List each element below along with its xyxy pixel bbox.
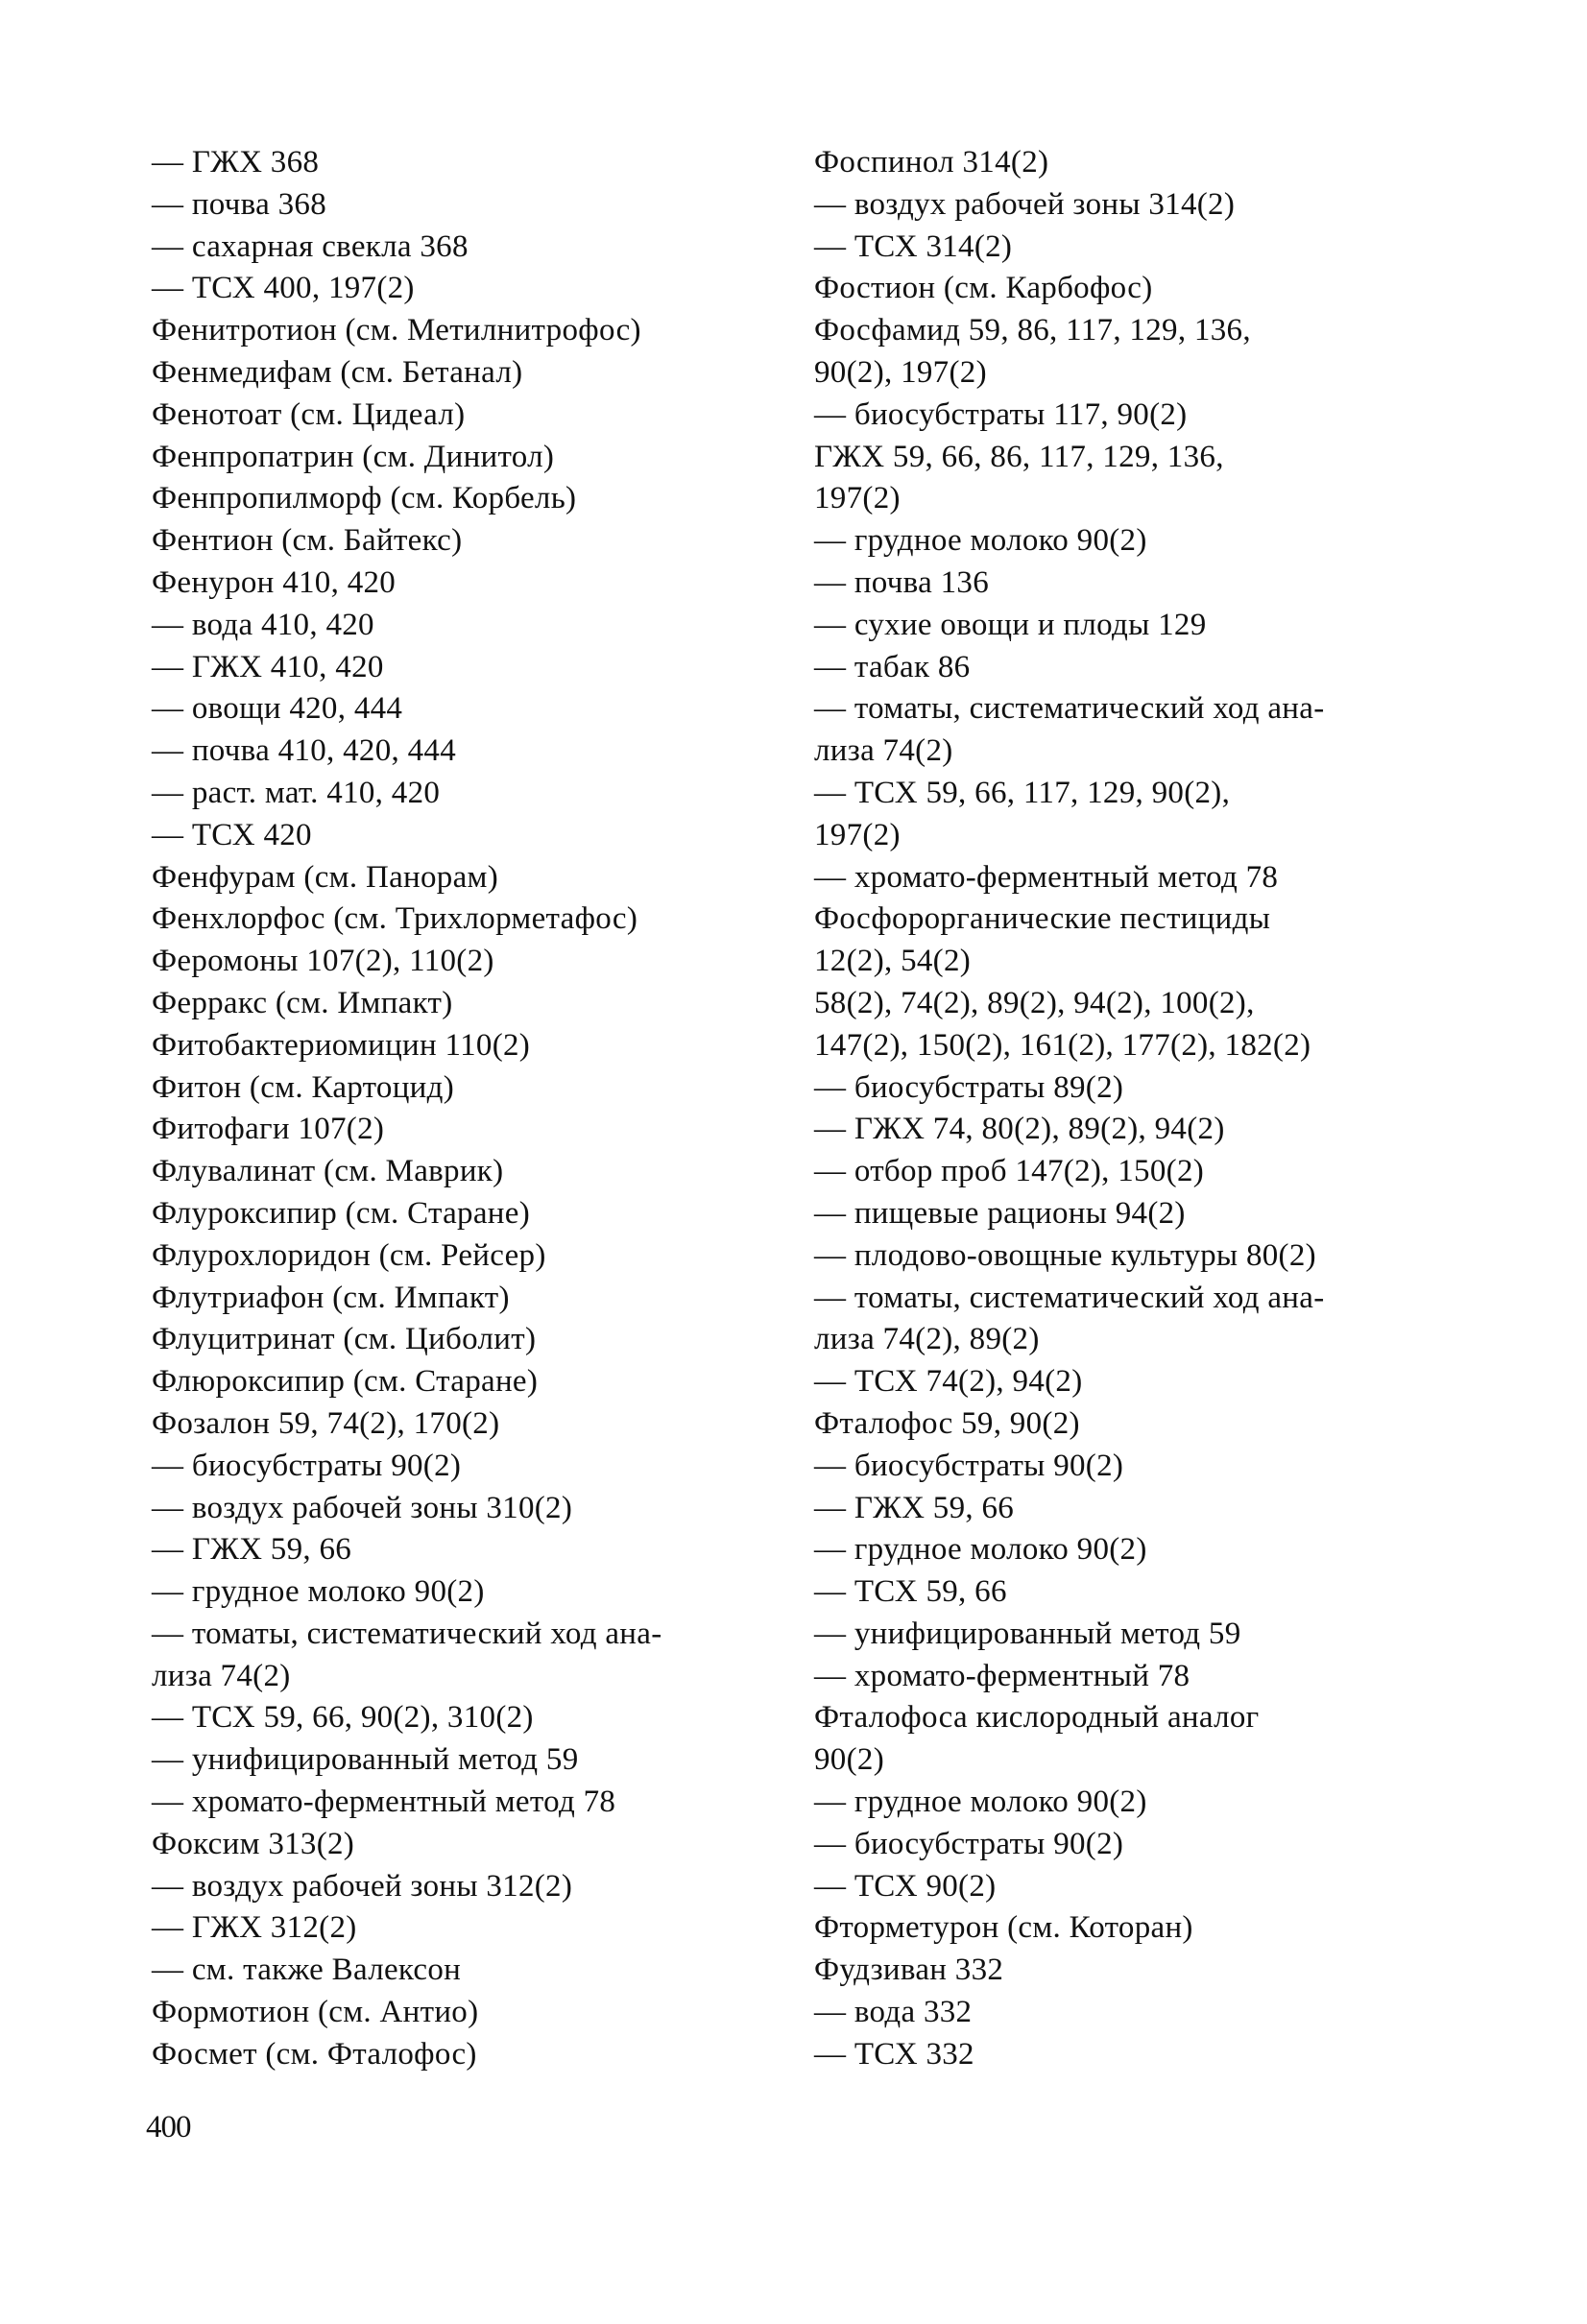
index-entry: Фосмет (см. Фталофос) bbox=[152, 2036, 477, 2072]
index-entry: — ГЖХ 59, 66 bbox=[814, 1490, 1015, 1525]
index-entry: — почва 368 bbox=[152, 186, 326, 222]
index-entry: — ГЖХ 312(2) bbox=[152, 1910, 357, 1946]
index-entry: — ГЖХ 74, 80(2), 89(2), 94(2) bbox=[814, 1112, 1225, 1147]
index-column-left bbox=[152, 142, 766, 2076]
index-entry: — ГЖХ 368 bbox=[152, 145, 320, 180]
index-entry: 147(2), 150(2), 161(2), 177(2), 182(2) bbox=[814, 1027, 1311, 1063]
index-entry: Флувалинат (см. Маврик) bbox=[152, 1154, 504, 1189]
index-entry: — ГЖХ 410, 420 bbox=[152, 649, 384, 684]
index-entry: лиза 74(2) bbox=[152, 1658, 291, 1693]
index-entry: ГЖХ 59, 66, 86, 117, 129, 136, bbox=[814, 439, 1224, 474]
index-entry: — плодово-овощные культуры 80(2) bbox=[814, 1237, 1316, 1273]
index-entry: Ферракс (см. Импакт) bbox=[152, 985, 453, 1020]
index-entry: 12(2), 54(2) bbox=[814, 944, 972, 979]
index-entry: — томаты, систематический ход ана- bbox=[814, 1280, 1325, 1315]
index-column-right bbox=[814, 142, 1436, 2076]
index-entry: — томаты, систематический ход ана- bbox=[814, 691, 1325, 727]
index-entry: 58(2), 74(2), 89(2), 94(2), 100(2), bbox=[814, 985, 1255, 1020]
index-entry: Фудзиван 332 bbox=[814, 1953, 1004, 1988]
index-entry: — томаты, систематический ход ана- bbox=[152, 1616, 662, 1651]
index-entry: — табак 86 bbox=[814, 649, 971, 684]
index-entry: Фоксим 313(2) bbox=[152, 1826, 355, 1861]
index-entry: Фенхлорфос (см. Трихлорметафос) bbox=[152, 901, 638, 937]
index-entry: — вода 332 bbox=[814, 1995, 973, 2030]
index-entry: Фенфурам (см. Панорам) bbox=[152, 859, 498, 895]
index-entry: — хромато-ферментный метод 78 bbox=[152, 1785, 616, 1820]
index-entry: — вода 410, 420 bbox=[152, 607, 374, 642]
index-entry: Флурохлоридон (см. Рейсер) bbox=[152, 1237, 546, 1273]
index-entry: — хромато-ферментный метод 78 bbox=[814, 859, 1279, 895]
index-entry: — хромато-ферментный 78 bbox=[814, 1658, 1190, 1693]
index-entry: Фенитротион (см. Метилнитрофос) bbox=[152, 313, 641, 348]
index-entry: — ТСХ 332 bbox=[814, 2036, 974, 2072]
index-entry: Фоспинол 314(2) bbox=[814, 145, 1049, 180]
index-entry: — пищевые рационы 94(2) bbox=[814, 1195, 1186, 1231]
page-number: 400 bbox=[146, 2110, 191, 2144]
index-entry: лиза 74(2), 89(2) bbox=[814, 1322, 1040, 1357]
index-entry: — грудное молоко 90(2) bbox=[814, 1785, 1147, 1820]
index-entry: Флуроксипир (см. Старане) bbox=[152, 1195, 530, 1231]
index-entry: — ТСХ 314(2) bbox=[814, 228, 1013, 264]
index-entry: — почва 410, 420, 444 bbox=[152, 733, 456, 769]
index-entry: Фитон (см. Картоцид) bbox=[152, 1069, 455, 1105]
index-entry: — ТСХ 74(2), 94(2) bbox=[814, 1364, 1083, 1400]
index-entry: Фентион (см. Байтекс) bbox=[152, 523, 463, 559]
index-entry: — унифицированный метод 59 bbox=[152, 1742, 579, 1778]
index-entry: Фенпропилморф (см. Корбель) bbox=[152, 481, 577, 516]
index-entry: Фитобактериомицин 110(2) bbox=[152, 1027, 531, 1063]
index-entry: — унифицированный метод 59 bbox=[814, 1616, 1241, 1651]
index-entry: — ТСХ 59, 66, 117, 129, 90(2), bbox=[814, 775, 1231, 810]
index-entry: Фосфамид 59, 86, 117, 129, 136, bbox=[814, 313, 1251, 348]
index-entry: — грудное молоко 90(2) bbox=[814, 523, 1147, 559]
index-entry: — см. также Валексон bbox=[152, 1953, 462, 1988]
index-entry: — воздух рабочей зоны 314(2) bbox=[814, 186, 1236, 222]
index-entry: — воздух рабочей зоны 312(2) bbox=[152, 1868, 573, 1904]
index-entry: Фостион (см. Карбофос) bbox=[814, 271, 1153, 306]
index-entry: — биосубстраты 117, 90(2) bbox=[814, 396, 1188, 432]
index-entry: — грудное молоко 90(2) bbox=[152, 1574, 485, 1610]
index-entry: — ТСХ 420 bbox=[152, 817, 312, 852]
index-entry: — отбор проб 147(2), 150(2) bbox=[814, 1154, 1205, 1189]
index-entry: Флутриафон (см. Импакт) bbox=[152, 1280, 510, 1315]
index-entry: — грудное молоко 90(2) bbox=[814, 1532, 1147, 1568]
index-entry: — биосубстраты 90(2) bbox=[814, 1826, 1124, 1861]
index-entry: Формотион (см. Антио) bbox=[152, 1995, 479, 2030]
index-entry: 90(2) bbox=[814, 1742, 884, 1778]
index-entry: — воздух рабочей зоны 310(2) bbox=[152, 1490, 573, 1525]
index-entry: Фитофаги 107(2) bbox=[152, 1112, 385, 1147]
index-entry: — ТСХ 400, 197(2) bbox=[152, 271, 415, 306]
index-entry: — биосубстраты 89(2) bbox=[814, 1069, 1124, 1105]
index-entry: — ГЖХ 59, 66 bbox=[152, 1532, 352, 1568]
index-entry: — биосубстраты 90(2) bbox=[814, 1448, 1124, 1483]
index-entry: — почва 136 bbox=[814, 564, 989, 600]
index-entry: Фталофоса кислородный аналог bbox=[814, 1700, 1260, 1736]
index-entry: Фозалон 59, 74(2), 170(2) bbox=[152, 1405, 500, 1441]
index-entry: — раст. мат. 410, 420 bbox=[152, 775, 441, 810]
index-entry: Фенурон 410, 420 bbox=[152, 564, 397, 600]
index-entry: Флуцитринат (см. Циболит) bbox=[152, 1322, 537, 1357]
index-entry: — овощи 420, 444 bbox=[152, 691, 403, 727]
index-entry: лиза 74(2) bbox=[814, 733, 953, 769]
index-entry: 197(2) bbox=[814, 481, 901, 516]
index-entry: — биосубстраты 90(2) bbox=[152, 1448, 462, 1483]
index-entry: — сухие овощи и плоды 129 bbox=[814, 607, 1207, 642]
index-entry: Флюроксипир (см. Старане) bbox=[152, 1364, 539, 1400]
index-entry: 90(2), 197(2) bbox=[814, 354, 987, 390]
index-entry: — сахарная свекла 368 bbox=[152, 228, 469, 264]
index-entry: Фосфорорганические пестициды bbox=[814, 901, 1271, 937]
index-entry: Фенпропатрин (см. Динитол) bbox=[152, 439, 555, 474]
index-entry: Фенотоат (см. Цидеал) bbox=[152, 396, 466, 432]
index-entry: Фталофос 59, 90(2) bbox=[814, 1405, 1080, 1441]
index-entry: Фенмедифам (см. Бетанал) bbox=[152, 354, 523, 390]
index-entry: Феромоны 107(2), 110(2) bbox=[152, 944, 494, 979]
index-entry: Фторметурон (см. Которан) bbox=[814, 1910, 1193, 1946]
index-entry: 197(2) bbox=[814, 817, 901, 852]
index-entry: — ТСХ 59, 66, 90(2), 310(2) bbox=[152, 1700, 534, 1736]
index-entry: — ТСХ 90(2) bbox=[814, 1868, 997, 1904]
index-entry: — ТСХ 59, 66 bbox=[814, 1574, 1007, 1610]
